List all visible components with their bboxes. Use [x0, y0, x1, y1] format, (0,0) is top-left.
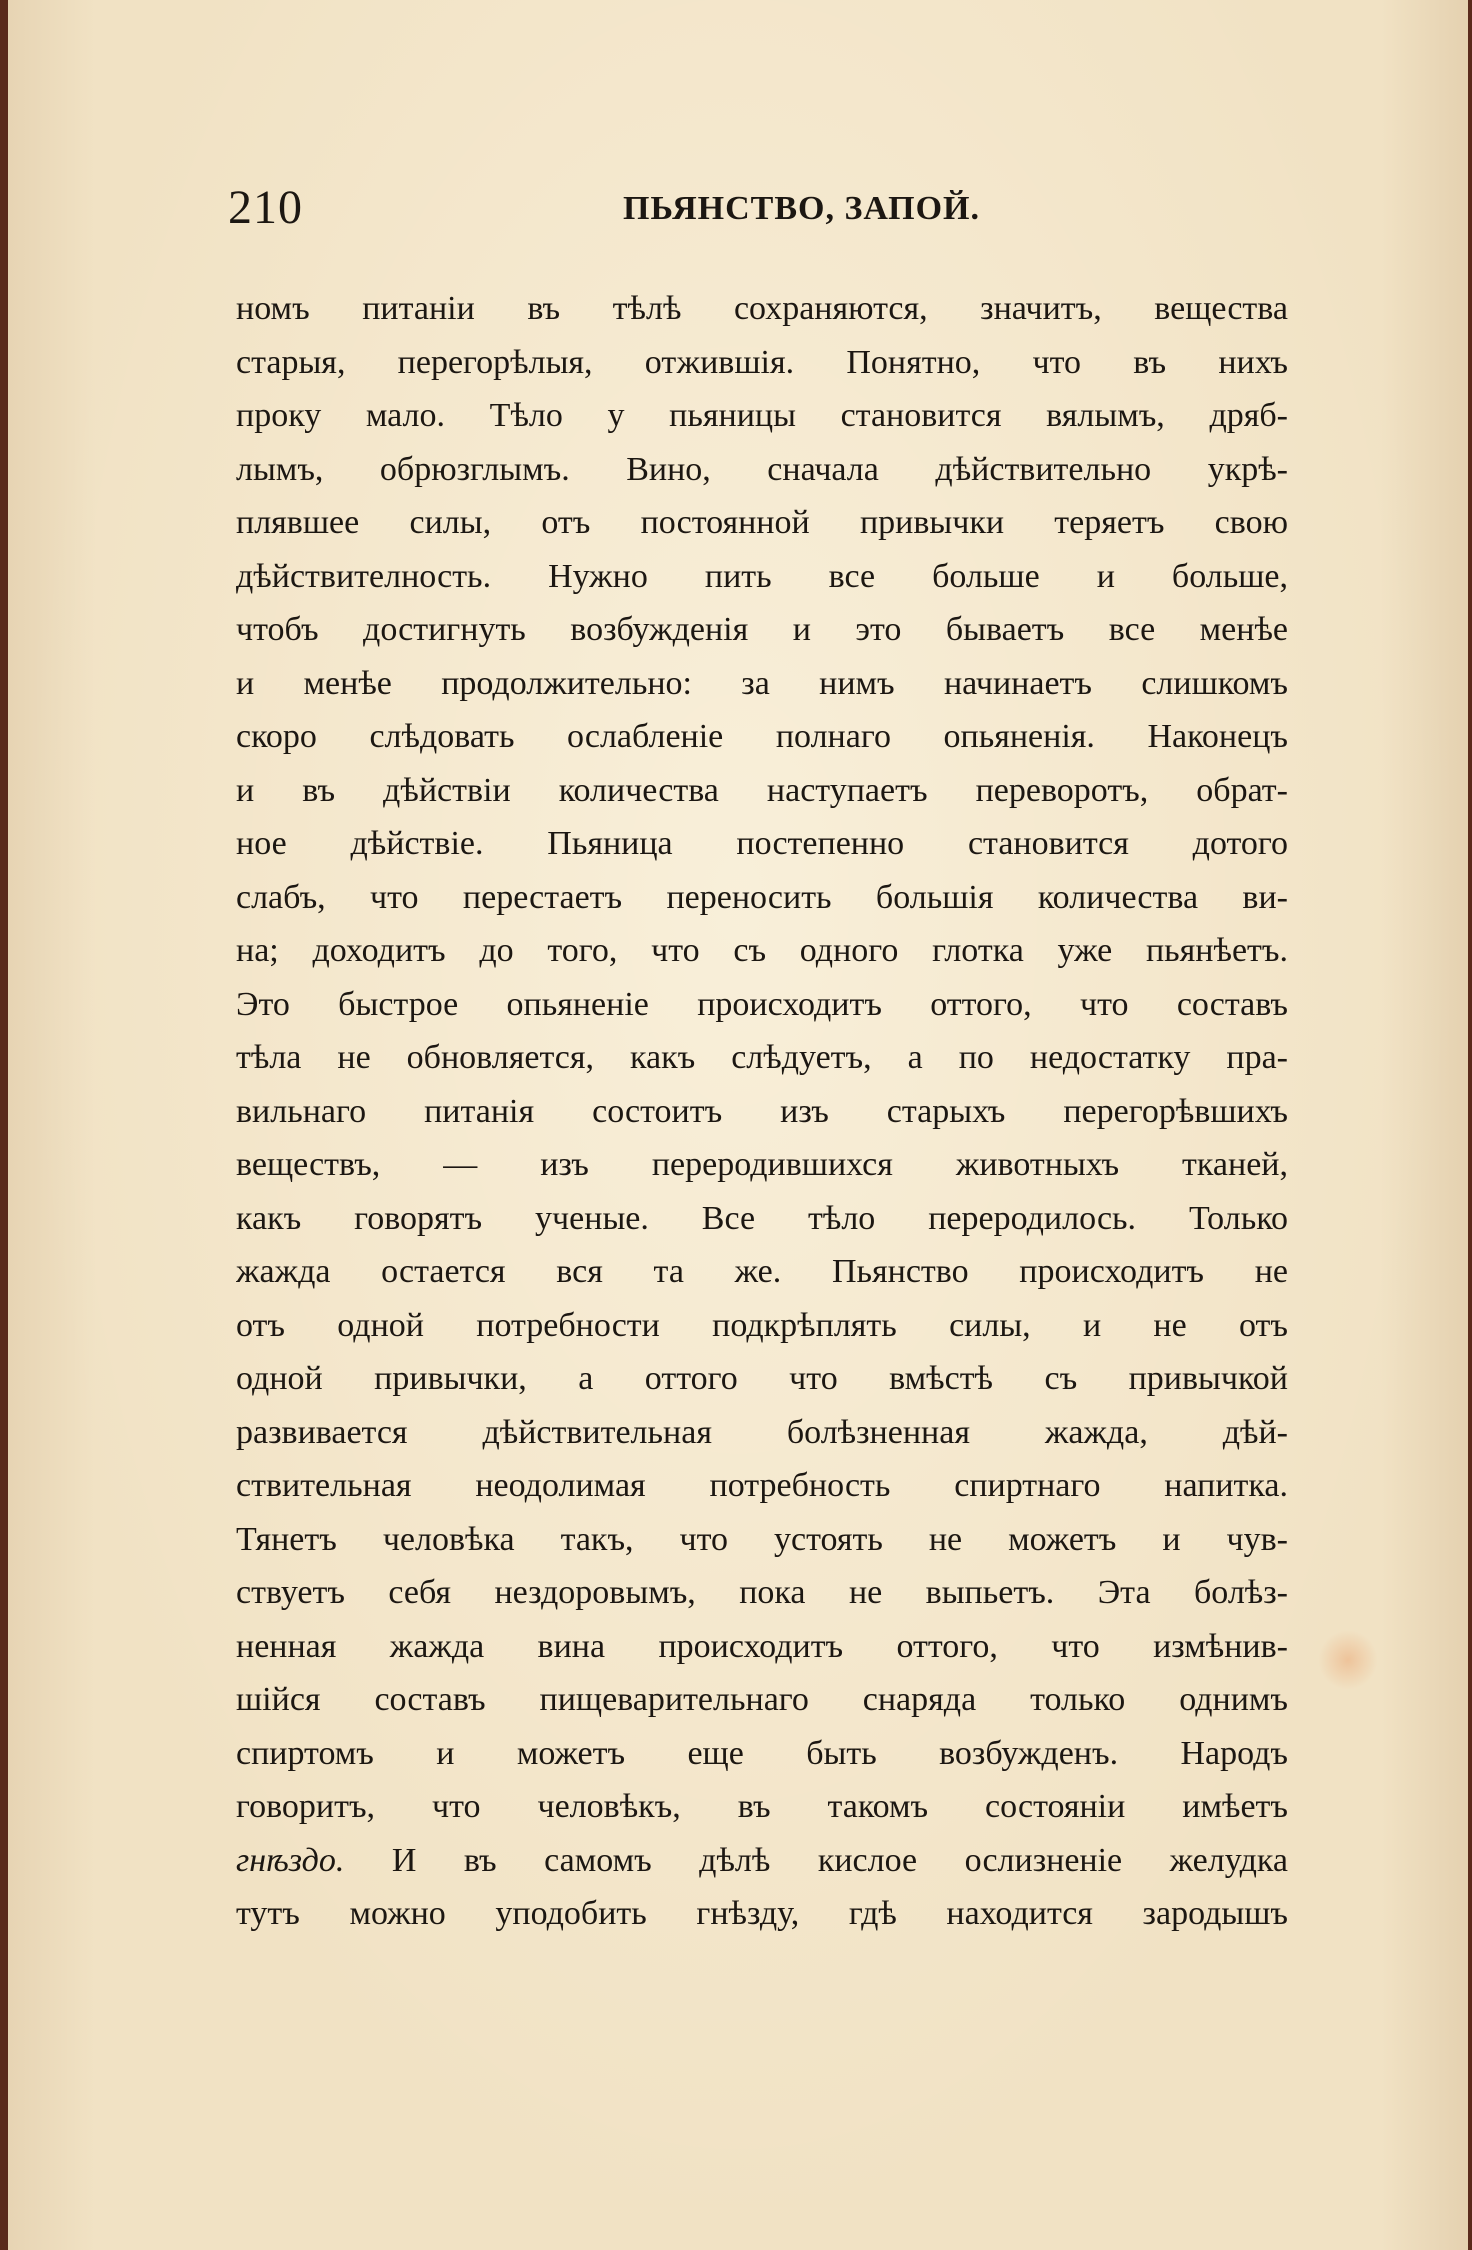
text-line: лымъ, обрюзглымъ. Вино, сначала дѣйствительно укрѣ- — [236, 450, 1288, 488]
text-line: ствительная неодолимая потребность спиртнаго напитка. — [236, 1467, 1288, 1504]
paper-stain — [1318, 1630, 1378, 1690]
text-line: на; доходитъ до того, что съ одного глотка уже пьянѣетъ. — [236, 932, 1288, 969]
body-text — [236, 282, 1288, 1941]
text-line: веществъ, — изъ переродившихся животныхъ тканей, — [236, 1146, 1288, 1183]
text-line-with-italic — [236, 1834, 1288, 1888]
running-title: ПЬЯНСТВО, ЗАПОЙ. — [623, 190, 980, 227]
text-line: одной привычки, а оттого что вмѣстѣ съ привычкой — [236, 1360, 1288, 1397]
text-line: тутъ можно уподобить гнѣзду, гдѣ находится зародышъ — [236, 1895, 1288, 1932]
line-remainder: И въ самомъ дѣлѣ кислое ослизненіе желудка — [344, 1841, 1288, 1879]
text-line: и въ дѣйствіи количества наступаетъ переворотъ, обрат- — [236, 771, 1288, 809]
text-line: развивается дѣйствительная болѣзненная жажда, дѣй- — [236, 1413, 1288, 1451]
text-line: проку мало. Тѣло у пьяницы становится вялымъ, дряб- — [236, 397, 1288, 434]
text-line: чтобъ достигнуть возбужденія и это бываетъ все менѣе — [236, 611, 1288, 648]
text-line: слабъ, что перестаетъ переносить большія количества ви- — [236, 878, 1288, 916]
text-line: спиртомъ и можетъ еще быть возбужденъ. Народъ — [236, 1734, 1288, 1772]
text-line: вильнаго питанія состоитъ изъ старыхъ перегорѣвшихъ — [236, 1092, 1288, 1130]
text-line: дѣйствителность. Нужно пить все больше и больше, — [236, 557, 1288, 595]
text-line: ное дѣйствіе. Пьяница постепенно становится дотого — [236, 825, 1288, 862]
text-line: плявшее силы, отъ постоянной привычки теряетъ свою — [236, 504, 1288, 541]
text-line: жажда остается вся та же. Пьянство происходитъ не — [236, 1253, 1288, 1290]
text-line: Это быстрое опьяненіе происходитъ оттого, что составъ — [236, 985, 1288, 1023]
italic-word: гнѣздо. — [236, 1841, 345, 1879]
page-number: 210 — [228, 181, 303, 234]
text-line: и менѣе продолжительно: за нимъ начинаетъ слишкомъ — [236, 664, 1288, 702]
text-line: Тянетъ человѣка такъ, что устоять не можетъ и чув- — [236, 1520, 1288, 1558]
text-line: скоро слѣдовать ослабленіе полнаго опьяненія. Наконецъ — [236, 718, 1288, 755]
page-header — [228, 180, 1288, 240]
text-line: какъ говорятъ ученые. Все тѣло переродилось. Только — [236, 1199, 1288, 1237]
text-line: говоритъ, что человѣкъ, въ такомъ состояніи имѣетъ — [236, 1788, 1288, 1825]
text-line: номъ питаніи въ тѣлѣ сохраняются, значитъ, вещества — [236, 290, 1288, 327]
text-line: шійся составъ пищеварительнаго снаряда только однимъ — [236, 1681, 1288, 1718]
text-line: ствуетъ себя нездоровымъ, пока не выпьетъ. Эта болѣз- — [236, 1574, 1288, 1611]
text-line: отъ одной потребности подкрѣплять силы, и не отъ — [236, 1306, 1288, 1344]
book-page — [8, 0, 1468, 2250]
text-line: ненная жажда вина происходитъ оттого, что измѣнив- — [236, 1627, 1288, 1665]
text-line: старыя, перегорѣлыя, отжившія. Понятно, что въ нихъ — [236, 343, 1288, 381]
text-line: тѣла не обновляется, какъ слѣдуетъ, а по недостатку пра- — [236, 1039, 1288, 1076]
